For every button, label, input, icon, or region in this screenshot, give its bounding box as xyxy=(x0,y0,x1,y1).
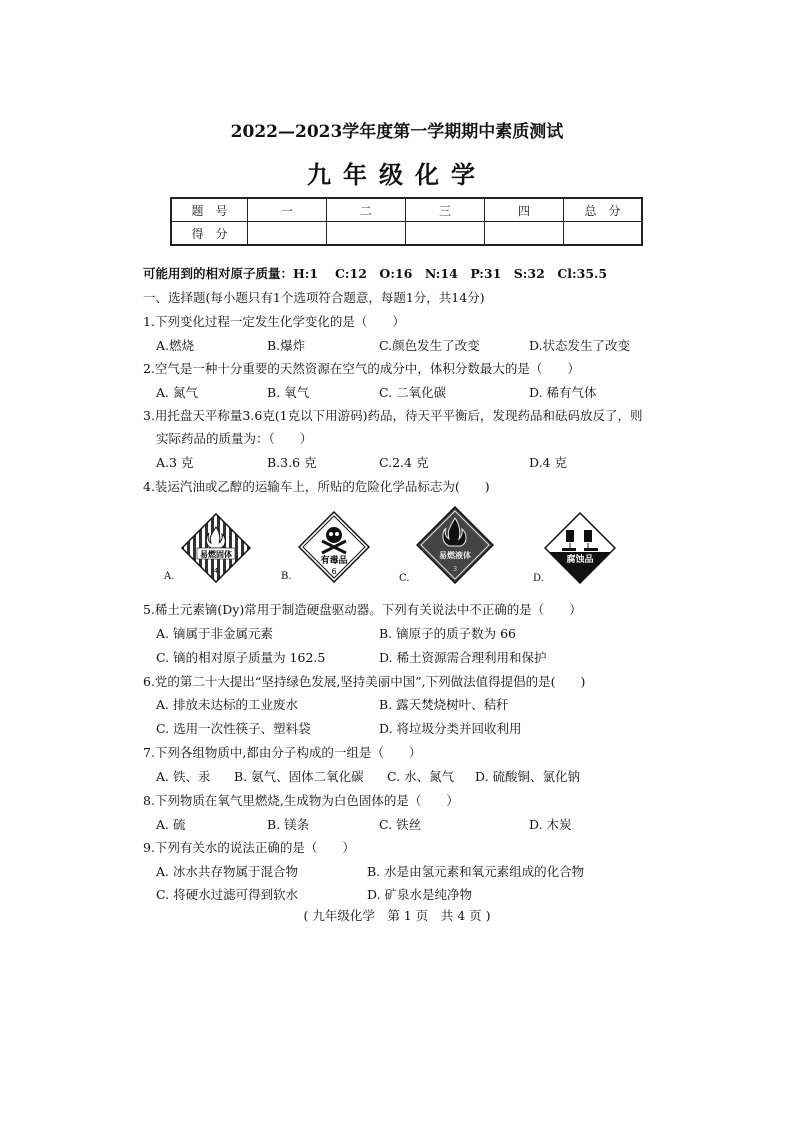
question-stem: 2.空气是一种十分重要的天然资源在空气的成分中，体积分数最大的是（ ） xyxy=(143,361,580,376)
option-c: C.2.4 克 xyxy=(379,455,429,470)
skull-icon xyxy=(326,527,342,543)
corrosive-sign xyxy=(544,512,616,584)
table-cell[interactable] xyxy=(327,222,406,246)
table-cell: 四 xyxy=(485,198,564,222)
exam-title: 2022—2023学年度第一学期期中素质测试 xyxy=(230,122,564,142)
table-cell[interactable] xyxy=(564,222,643,246)
question-stem: 1.下列变化过程一定发生化学变化的是（ ） xyxy=(143,314,405,329)
toxic-sign xyxy=(298,511,370,583)
option-c: C.颜色发生了改变 xyxy=(379,338,480,353)
option-d: D.4 克 xyxy=(529,455,567,470)
sign-number: 4 xyxy=(213,567,219,575)
test-tube-icon xyxy=(584,530,592,542)
option-b: B.爆炸 xyxy=(267,338,306,353)
option-c: C. 水、氮气 xyxy=(387,769,455,784)
table-cell: 三 xyxy=(406,198,485,222)
question-stem: 9.下列有关水的说法正确的是（ ） xyxy=(143,840,355,855)
sign-label: 易燃液体 xyxy=(439,551,471,560)
option-a: A. 铁、汞 xyxy=(156,769,211,784)
sign-label: 腐蚀品 xyxy=(566,555,594,565)
option-b: B. 水是由氢元素和氧元素组成的化合物 xyxy=(367,864,585,879)
score-table xyxy=(170,197,643,246)
page-footer: ( 九年级化学 第 1 页 共 4 页 ) xyxy=(303,908,491,923)
table-cell: 二 xyxy=(327,198,406,222)
section-heading: 一、选择题(每小题只有1个选项符合题意，每题1分，共14分) xyxy=(143,290,485,305)
table-cell[interactable] xyxy=(406,222,485,246)
option-c: C. 铁丝 xyxy=(379,817,422,832)
table-cell[interactable] xyxy=(248,222,327,246)
question-stem-continued: 实际药品的质量为：（ ） xyxy=(156,431,313,446)
option-a: A.3 克 xyxy=(156,455,194,470)
option-d: D. 稀有气体 xyxy=(529,385,597,400)
option-a: A. xyxy=(164,571,175,582)
option-d: D. 硫酸铜、氯化钠 xyxy=(475,769,581,784)
option-a: A. 硫 xyxy=(156,817,186,832)
option-c: C. 将硬水过滤可得到软水 xyxy=(156,887,299,902)
question-stem: 5.稀土元素镝(Dy)常用于制造硬盘驱动器。下列有关说法中不正确的是（ ） xyxy=(143,602,582,617)
option-a: A. 镝属于非金属元素 xyxy=(156,626,273,641)
score-table-header-row xyxy=(171,198,642,222)
option-b: B. 氨气、固体二氧化碳 xyxy=(234,769,364,784)
option-a: A.燃烧 xyxy=(156,338,195,353)
option-d: D. 木炭 xyxy=(529,817,572,832)
flammable-solid-sign xyxy=(181,513,251,583)
option-b: B. 镁条 xyxy=(267,817,310,832)
option-c: C. 二氧化碳 xyxy=(379,385,447,400)
option-a: A. 排放未达标的工业废水 xyxy=(156,697,298,712)
option-b: B. xyxy=(281,571,292,582)
question-stem: 7.下列各组物质中,都由分子构成的一组是（ ） xyxy=(143,745,422,760)
option-d: D. 稀土资源需合理利用和保护 xyxy=(379,650,547,665)
option-d: D. xyxy=(533,573,544,584)
option-a: A. 氮气 xyxy=(156,385,198,400)
sign-label: 易燃固体 xyxy=(200,550,232,559)
flammable-liquid-sign xyxy=(416,506,494,584)
question-stem: 6.党的第二十大提出“坚持绿色发展,坚持美丽中国”,下列做法值得提倡的是( ) xyxy=(143,674,586,689)
test-tube-icon xyxy=(566,530,574,542)
question-stem: 8.下列物质在氧气里燃烧,生成物为白色固体的是（ ） xyxy=(143,793,459,808)
table-cell[interactable] xyxy=(485,222,564,246)
option-c: C. 镝的相对原子质量为 162.5 xyxy=(156,650,326,665)
table-cell: 得 分 xyxy=(171,222,248,246)
option-a: A. 冰水共存物属于混合物 xyxy=(156,864,298,879)
atomic-masses: 可能用到的相对原子质量：H:1 C:12 O:16 N:14 P:31 S:32 Cl:35.5 xyxy=(143,266,608,281)
option-b: B. 镝原子的质子数为 66 xyxy=(379,626,517,641)
option-b: B.3.6 克 xyxy=(267,455,317,470)
option-c: C. 选用一次性筷子、塑料袋 xyxy=(156,721,311,736)
sign-number: 3 xyxy=(452,565,458,573)
table-cell: 总 分 xyxy=(564,198,643,222)
option-d: D. 矿泉水是纯净物 xyxy=(367,887,473,902)
option-d: D. 将垃圾分类并回收利用 xyxy=(379,721,522,736)
score-table-score-row xyxy=(171,222,642,246)
table-cell: 题 号 xyxy=(171,198,248,222)
question-stem: 4.装运汽油或乙醇的运输车上，所贴的危险化学品标志为( ) xyxy=(143,479,490,494)
sign-label: 有毒品 xyxy=(320,556,348,566)
table-cell: 一 xyxy=(248,198,327,222)
question-stem: 3.用托盘天平称量3.6克(1克以下用游码)药品，待天平平衡后，发现药品和砝码放反了，则 xyxy=(143,408,643,423)
subject-title: 九年级化学 xyxy=(307,160,487,189)
option-b: B. 露天焚烧树叶、秸秆 xyxy=(379,697,509,712)
option-c: C. xyxy=(399,573,410,584)
option-d: D.状态发生了改变 xyxy=(529,338,631,353)
sign-number: 6 xyxy=(331,567,337,576)
option-b: B. 氧气 xyxy=(267,385,310,400)
